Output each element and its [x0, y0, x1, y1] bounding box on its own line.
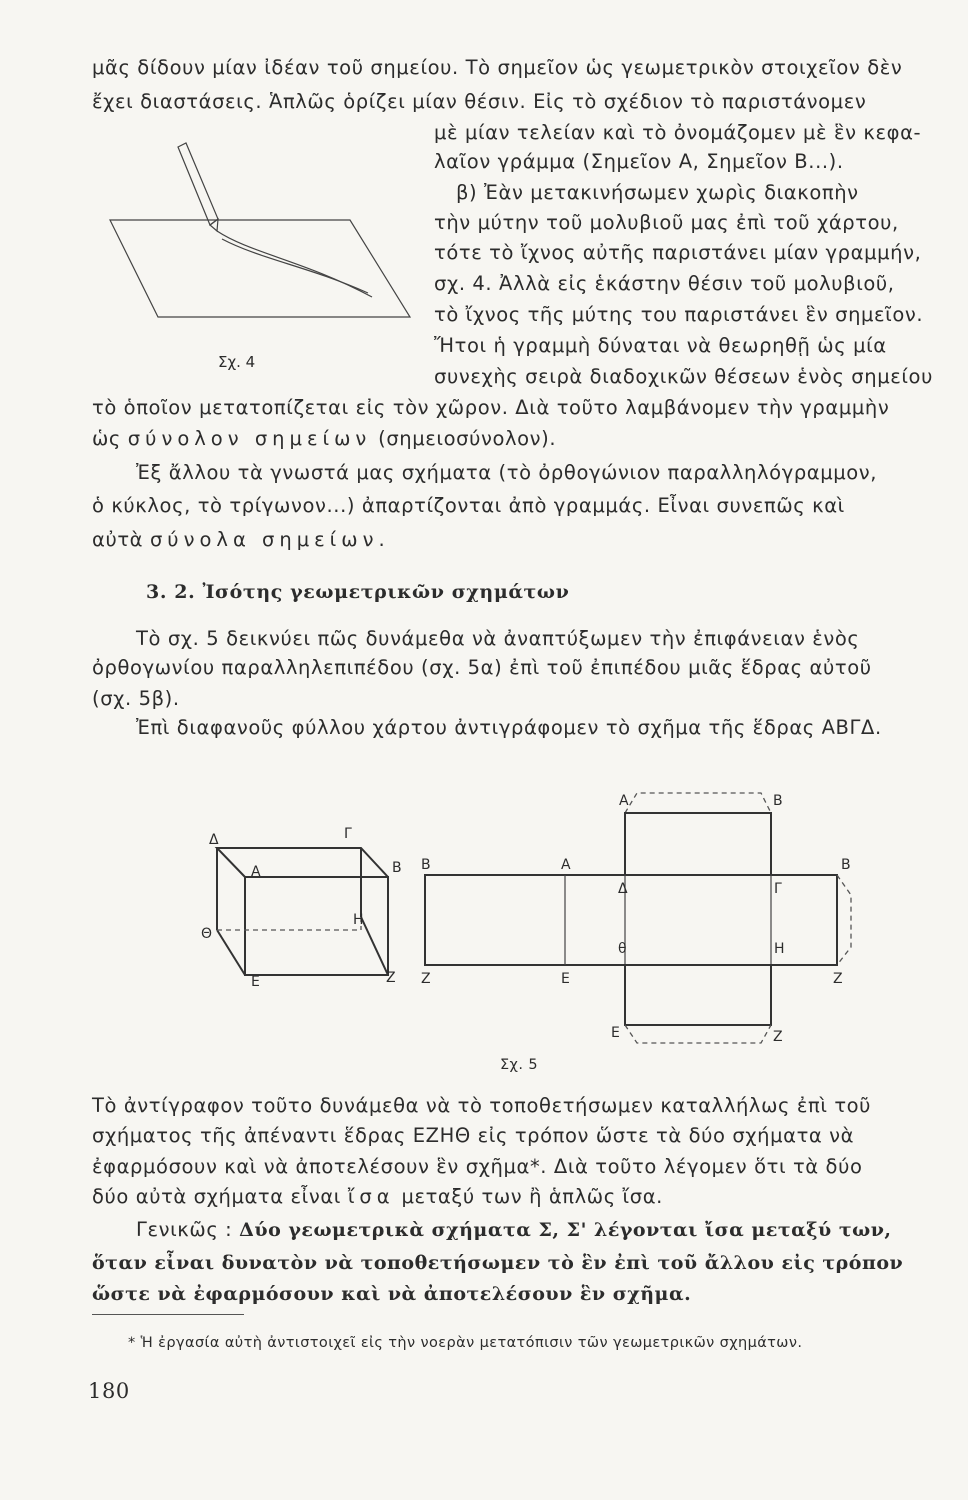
- text-line: [92, 527, 390, 553]
- text-line: μᾶς δίδουν μίαν ἰδέαν τοῦ σημείου. Τὸ σημεῖον ὡς γεωμετρικὸν στοιχεῖον δὲν: [92, 56, 903, 79]
- text-line: β) Ἐὰν μετακινήσωμεν χωρὶς διακοπὴν: [456, 181, 859, 204]
- definition-line: ὅταν εἶναι δυνατὸν νὰ τοποθετήσωμεν τὸ ἓν ἐπὶ τοῦ ἄλλου εἰς τρόπον: [92, 1252, 904, 1274]
- text-line: τότε τὸ ἴχνος αὐτῆς παριστάνει μίαν γραμμήν,: [434, 241, 922, 264]
- net-face-top: [625, 813, 771, 875]
- vertex-label: Α: [251, 864, 261, 880]
- vertex-label: Ε: [561, 971, 570, 987]
- vertex-label: Δ: [618, 881, 628, 897]
- vertex-label: Η: [774, 941, 785, 957]
- text-fragment: μεταξύ των ἢ ἁπλῶς ἴσα.: [401, 1185, 663, 1208]
- vertex-label: Θ: [201, 926, 213, 942]
- figure-5b-net: [415, 785, 860, 1060]
- pencil: [178, 143, 218, 225]
- vertex-label: Β: [773, 793, 783, 809]
- text-line: λαῖον γράμμα (Σημεῖον Α, Σημεῖον Β...).: [434, 150, 844, 173]
- text-line: Ἐπὶ διαφανοῦς φύλλου χάρτου ἀντιγράφομεν τὸ σχῆμα τῆς ἕδρας ΑΒΓΔ.: [136, 716, 882, 739]
- text-fragment: δύο αὐτὰ σχήματα εἶναι: [92, 1185, 341, 1208]
- spaced-term: σύνολα σημείων.: [149, 528, 390, 551]
- text-line: τὴν μύτην τοῦ μολυβιοῦ μας ἐπὶ τοῦ χάρτου,: [434, 211, 899, 234]
- vertex-label: Α: [619, 793, 629, 809]
- definition-line: [136, 1217, 892, 1243]
- text-fragment: (σημειοσύνολον).: [378, 427, 557, 450]
- box-front: [245, 877, 388, 975]
- text-line: ἐφαρμόσουν καὶ νὰ ἀποτελέσουν ἓν σχῆμα*. Διὰ τοῦτο λέγομεν ὅτι τὰ δύο: [92, 1155, 863, 1178]
- figure-4: [100, 135, 420, 385]
- text-line: μὲ μίαν τελείαν καὶ τὸ ὀνομάζομεν μὲ ἓν κεφα-: [434, 121, 922, 144]
- text-line: Ἤτοι ἡ γραμμὴ δύναται νὰ θεωρηθῇ ὡς μία: [434, 334, 887, 357]
- text-line: ὀρθογωνίου παραλληλεπιπέδου (σχ. 5α) ἐπὶ τοῦ ἐπιπέδου μιᾶς ἕδρας αὐτοῦ: [92, 656, 872, 679]
- vertex-label: Η: [353, 912, 364, 928]
- vertex-label: Ζ: [421, 971, 431, 987]
- text-line: σχ. 4. Ἀλλὰ εἰς ἑκάστην θέσιν τοῦ μολυβιοῦ,: [434, 272, 895, 295]
- text-line: Ἐξ ἄλλου τὰ γνωστά μας σχήματα (τὸ ὀρθογώνιον παραλληλόγραμμον,: [136, 461, 878, 484]
- footnote: * Ἡ ἐργασία αὐτὴ ἀντιστοιχεῖ εἰς τὴν νοερὰν μετατόπισιν τῶν γεωμετρικῶν σχημάτων.: [128, 1335, 803, 1351]
- text-fragment: αὐτὰ: [92, 528, 144, 551]
- net-top-flap: [625, 793, 771, 813]
- box-top: [217, 848, 388, 877]
- box-bottom-left: [217, 930, 245, 975]
- page-number: 180: [88, 1379, 130, 1403]
- pencil-trace: [217, 231, 372, 297]
- text-line: Τὸ σχ. 5 δεικνύει πῶς δυνάμεθα νὰ ἀναπτύξωμεν τὴν ἐπιφάνειαν ἑνὸς: [136, 627, 860, 650]
- vertex-label: Ε: [251, 974, 260, 990]
- vertex-label: θ: [618, 941, 627, 957]
- vertex-label: Ζ: [773, 1029, 783, 1045]
- vertex-label: Γ: [774, 881, 782, 897]
- figure-5a-box: [195, 820, 415, 990]
- text-line: ἔχει διαστάσεις. Ἁπλῶς ὁρίζει μίαν θέσιν. Εἰς τὸ σχέδιον τὸ παριστάνομεν: [92, 90, 867, 113]
- vertex-label: Ε: [611, 1025, 620, 1041]
- net-face-bottom: [625, 965, 771, 1025]
- box-right-edge: [361, 917, 388, 975]
- text-line: (σχ. 5β).: [92, 687, 180, 710]
- vertex-label: Β: [841, 857, 851, 873]
- definition-line: ὥστε νὰ ἐφαρμόσουν καὶ νὰ ἀποτελέσουν ἓν σχῆμα.: [92, 1283, 692, 1305]
- definition-text: Δύο γεωμετρικὰ σχήματα Σ, Σ' λέγονται ἴσα μεταξύ των,: [239, 1219, 892, 1241]
- figure-5-caption: Σχ. 5: [500, 1057, 538, 1073]
- vertex-label: Ζ: [386, 970, 396, 986]
- section-heading: 3. 2. Ἰσότης γεωμετρικῶν σχημάτων: [146, 581, 570, 603]
- vertex-label: Δ: [209, 832, 219, 848]
- spaced-term: ἴσα: [347, 1185, 395, 1208]
- paper-sheet: [110, 220, 410, 317]
- text-fragment: ὡς: [92, 427, 121, 450]
- text-line: [92, 426, 556, 452]
- net-right-flap: [837, 875, 851, 965]
- vertex-label: Γ: [344, 826, 352, 842]
- vertex-label: Β: [392, 860, 402, 876]
- net-bottom-flap: [625, 1025, 771, 1043]
- text-line: τὸ ἴχνος τῆς μύτης του παριστάνει ἓν σημεῖον.: [434, 303, 924, 326]
- text-line: τὸ ὁποῖον μετατοπίζεται εἰς τὸν χῶρον. Διὰ τοῦτο λαμβάνομεν τὴν γραμμὴν: [92, 396, 890, 419]
- text-line: σχήματος τῆς ἀπέναντι ἕδρας ΕΖΗΘ εἰς τρόπον ὥστε τὰ δύο σχήματα νὰ: [92, 1124, 855, 1147]
- text-line: συνεχὴς σειρὰ διαδοχικῶν θέσεων ἑνὸς σημείου: [434, 365, 933, 388]
- pencil-tip: [210, 219, 218, 231]
- pencil-trace-edge: [222, 239, 368, 293]
- text-line: [92, 1184, 663, 1210]
- figure-4-caption: Σχ. 4: [218, 353, 256, 371]
- footnote-rule: [92, 1314, 244, 1315]
- vertex-label: Ζ: [833, 971, 843, 987]
- generally-label: Γενικῶς :: [136, 1218, 233, 1241]
- text-line: Τὸ ἀντίγραφον τοῦτο δυνάμεθα νὰ τὸ τοποθετήσωμεν καταλλήλως ἐπὶ τοῦ: [92, 1094, 872, 1117]
- text-line: ὁ κύκλος, τὸ τρίγωνον...) ἀπαρτίζονται ἀπὸ γραμμάς. Εἶναι συνεπῶς καὶ: [92, 494, 845, 517]
- vertex-label: Β: [421, 857, 431, 873]
- spaced-term: σύνολον σημείων: [127, 427, 372, 450]
- vertex-label: Α: [561, 857, 571, 873]
